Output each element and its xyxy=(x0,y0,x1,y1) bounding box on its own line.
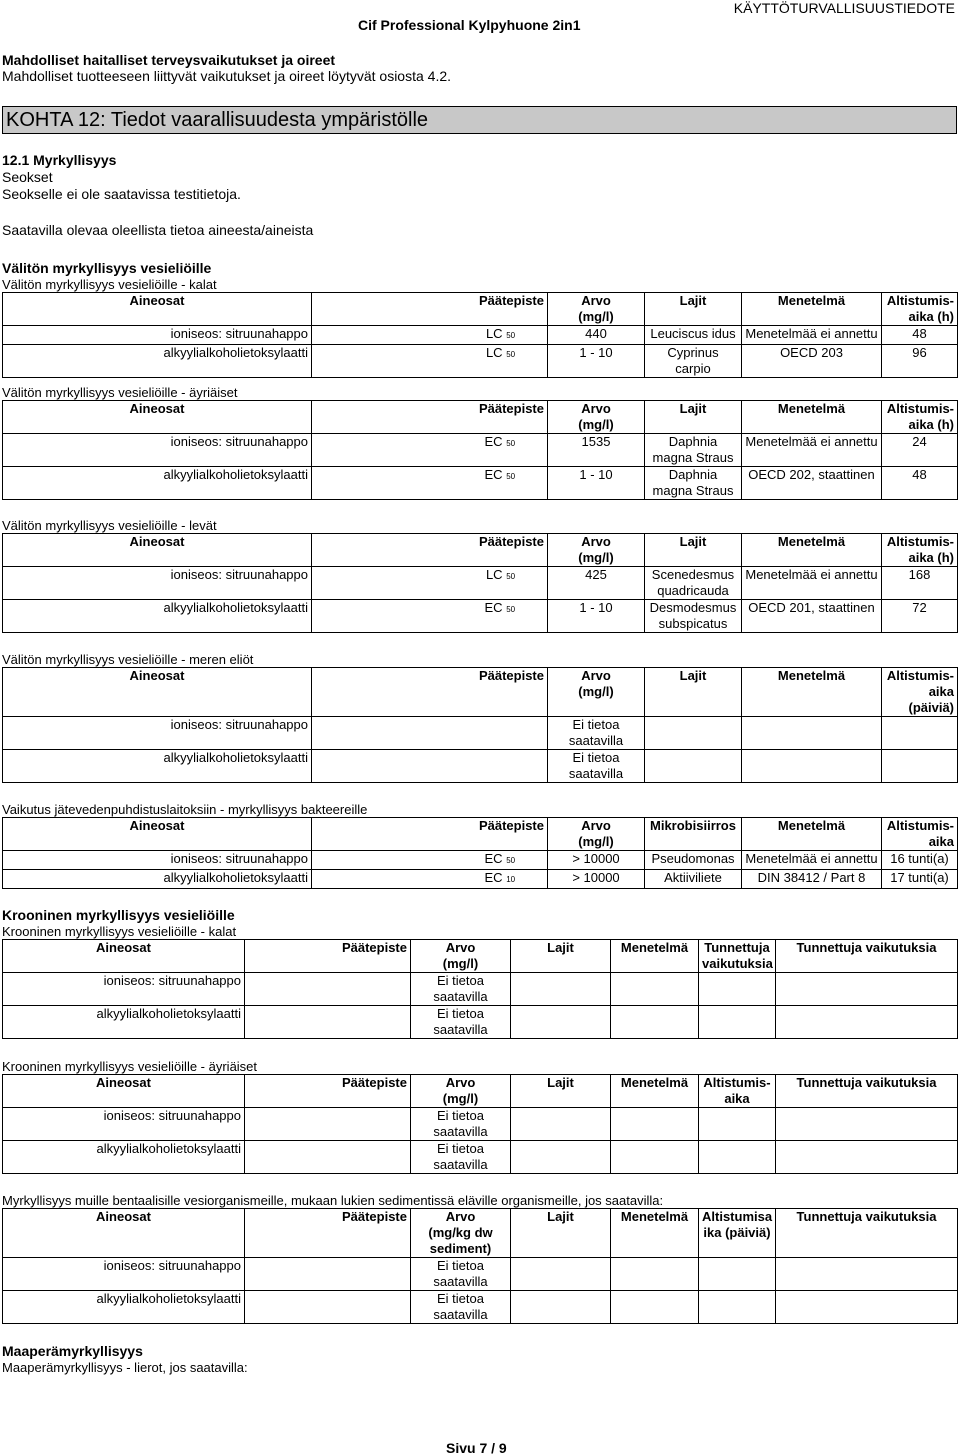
table-header: Aineosat Päätepiste Arvo (mg/l) Lajit Menetelmä Altistumis- aika Tunnettuja vaikutuksia xyxy=(3,1075,958,1108)
acute-marine-table xyxy=(2,667,958,783)
acute-bact-table xyxy=(2,817,958,889)
benthic-table xyxy=(2,1208,958,1324)
acute-crust-table xyxy=(2,400,958,500)
col-lajit: Lajit xyxy=(645,293,742,326)
acute-fish-label: Välitön myrkyllisyys vesieliöille - kalat xyxy=(2,277,217,292)
acute-fish-table xyxy=(2,292,958,378)
s121-line2: Seokselle ei ole saatavissa testitietoja. xyxy=(2,186,241,202)
table-header: Aineosat Päätepiste Arvo (mg/kg dw sediment) Lajit Menetelmä Altistumisa ika (päiviä) Tunnettuja vaikutuksia xyxy=(3,1209,958,1258)
col-arvo: Arvo (mg/l) xyxy=(548,293,645,326)
table-row: alkyylialkoholietoksylaatti Ei tietoa saatavilla xyxy=(3,1006,958,1039)
table-row: ioniseos: sitruunahappo Ei tietoa saatavilla xyxy=(3,1108,958,1141)
table-header: Aineosat Päätepiste Arvo (mg/l) Lajit Menetelmä Altistumis- aika (h) xyxy=(3,401,958,434)
acute-algae-label: Välitön myrkyllisyys vesieliöille - levät xyxy=(2,518,217,533)
table-row: alkyylialkoholietoksylaatti EC 10 > 10000 Aktiiviliete DIN 38412 / Part 8 17 tunti(a) xyxy=(3,870,958,889)
table-row: ioniseos: sitruunahappo EC 50 1535 Daphnia magna Straus Menetelmää ei annettu 24 xyxy=(3,434,958,467)
table-row: alkyylialkoholietoksylaatti EC 50 1 - 10 Desmodesmus subspicatus OECD 201, staattinen 72 xyxy=(3,600,958,633)
table-row: alkyylialkoholietoksylaatti Ei tietoa saatavilla xyxy=(3,750,958,783)
acute-algae-table xyxy=(2,533,958,633)
chronic-fish-label: Krooninen myrkyllisyys vesieliöille - kalat xyxy=(2,924,237,939)
acute-crust-label: Välitön myrkyllisyys vesieliöille - äyriäiset xyxy=(2,385,238,400)
table-row: alkyylialkoholietoksylaatti Ei tietoa saatavilla xyxy=(3,1141,958,1174)
table-row: alkyylialkoholietoksylaatti Ei tietoa saatavilla xyxy=(3,1291,958,1324)
table-row: alkyylialkoholietoksylaatti EC 50 1 - 10 Daphnia magna Straus OECD 202, staattinen 48 xyxy=(3,467,958,500)
document-type: KÄYTTÖTURVALLISUUSTIEDOTE xyxy=(733,0,955,16)
col-aineosat: Aineosat xyxy=(3,293,312,326)
table-header: Aineosat Päätepiste Arvo (mg/l) Lajit Menetelmä Altistumis- aika (h) xyxy=(3,534,958,567)
intro-heading: Mahdolliset haitalliset terveysvaikutukset ja oireet xyxy=(2,52,336,68)
chronic-crust-label: Krooninen myrkyllisyys vesieliöille - äyriäiset xyxy=(2,1059,258,1074)
acute-heading: Välitön myrkyllisyys vesieliöille xyxy=(2,260,212,276)
soil-text: Maaperämyrkyllisyys - lierot, jos saatavilla: xyxy=(2,1360,248,1375)
table-row: ioniseos: sitruunahappo LC 50 425 Scenedesmus quadricauda Menetelmää ei annettu 168 xyxy=(3,567,958,600)
soil-heading: Maaperämyrkyllisyys xyxy=(2,1343,143,1359)
page-number: Sivu 7 / 9 xyxy=(446,1440,507,1456)
document-title: Cif Professional Kylpyhuone 2in1 xyxy=(358,17,581,33)
table-row: ioniseos: sitruunahappo Ei tietoa saatavilla xyxy=(3,1258,958,1291)
col-altistumisaika: Altistumis- aika (h) xyxy=(882,293,958,326)
table-row: ioniseos: sitruunahappo LC 50 440 Leuciscus idus Menetelmää ei annettu 48 xyxy=(3,326,958,345)
table-header: Aineosat Päätepiste Arvo (mg/l) Lajit Menetelmä Altistumis- aika (päiviä) xyxy=(3,668,958,717)
table-row: alkyylialkoholietoksylaatti LC 50 1 - 10 Cyprinus carpio OECD 203 96 xyxy=(3,345,958,378)
table-row: ioniseos: sitruunahappo Ei tietoa saatavilla xyxy=(3,717,958,750)
col-paatepiste: Päätepiste xyxy=(312,293,548,326)
intro-text: Mahdolliset tuotteeseen liittyvät vaikutukset ja oireet löytyvät osiosta 4.2. xyxy=(2,68,452,84)
s121-line1: Seokset xyxy=(2,169,53,185)
table-header xyxy=(3,293,958,326)
s121-line3: Saatavilla olevaa oleellista tietoa aineesta/aineista xyxy=(2,222,314,238)
table-header: Aineosat Päätepiste Arvo (mg/l) Lajit Menetelmä Tunnettuja vaikutuksia Tunnettuja vaikutuksia xyxy=(3,940,958,973)
acute-bact-label: Vaikutus jätevedenpuhdistuslaitoksiin - myrkyllisyys bakteereille xyxy=(2,802,368,817)
s121-heading: 12.1 Myrkyllisyys xyxy=(2,152,117,168)
table-row: ioniseos: sitruunahappo EC 50 > 10000 Pseudomonas Menetelmää ei annettu 16 tunti(a) xyxy=(3,851,958,870)
col-menetelma: Menetelmä xyxy=(742,293,882,326)
acute-marine-label: Välitön myrkyllisyys vesieliöille - meren eliöt xyxy=(2,652,254,667)
chronic-crust-table xyxy=(2,1074,958,1174)
table-header: Aineosat Päätepiste Arvo (mg/l) Mikrobisiirros Menetelmä Altistumis- aika xyxy=(3,818,958,851)
chronic-heading: Krooninen myrkyllisyys vesieliöille xyxy=(2,907,235,923)
table-row: ioniseos: sitruunahappo Ei tietoa saatavilla xyxy=(3,973,958,1006)
section-title: KOHTA 12: Tiedot vaarallisuudesta ympäristölle xyxy=(2,106,957,134)
benthic-label: Myrkyllisyys muille bentaalisille vesiorganismeille, mukaan lukien sedimentissä eläville organismeille, jos saatavilla: xyxy=(2,1193,664,1208)
chronic-fish-table xyxy=(2,939,958,1039)
